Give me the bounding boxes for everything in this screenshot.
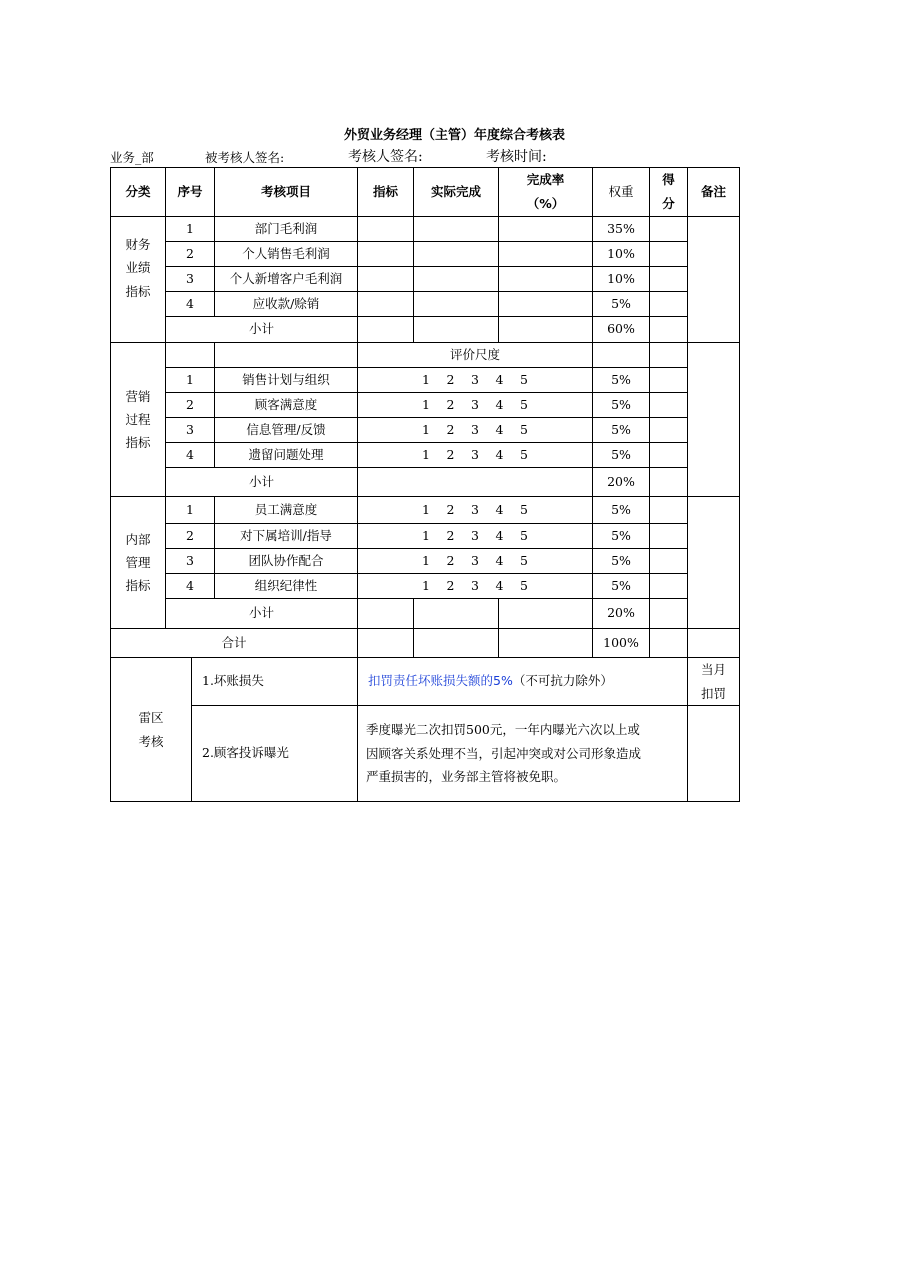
- table-row: [111, 418, 740, 443]
- minefield-row-2: [111, 706, 740, 802]
- rating-scale[interactable]: 1 2 3 4 5: [358, 418, 593, 443]
- rating-scale[interactable]: 1 2 3 4 5: [358, 443, 593, 468]
- row-seq: 1: [166, 217, 215, 242]
- target-cell[interactable]: [358, 267, 414, 292]
- table-row: [111, 267, 740, 292]
- row-seq: 3: [166, 267, 215, 292]
- row-seq: 3: [166, 549, 215, 574]
- score-cell[interactable]: [650, 524, 688, 549]
- table-row: [111, 242, 740, 267]
- row-seq: 1: [166, 368, 215, 393]
- subtotal-weight: 60%: [593, 317, 650, 343]
- internal-category: 内部 管理 指标: [111, 497, 166, 629]
- rate-cell[interactable]: [499, 292, 593, 317]
- subtotal-label: 小计: [166, 599, 358, 629]
- score-cell[interactable]: [650, 497, 688, 524]
- table-row: [111, 217, 740, 242]
- table-row: [111, 393, 740, 418]
- rate-cell[interactable]: [499, 217, 593, 242]
- rate-cell[interactable]: [499, 599, 593, 629]
- row-item: 应收款/赊销: [215, 292, 358, 317]
- row-item: 团队协作配合: [215, 549, 358, 574]
- bad-debt-rule: [358, 658, 688, 706]
- row-item: 个人新增客户毛利润: [215, 267, 358, 292]
- score-cell[interactable]: [650, 267, 688, 292]
- bad-debt-exception: （不可抗力除外）: [512, 673, 613, 689]
- header-item: 考核项目: [215, 168, 358, 217]
- header-actual: 实际完成: [414, 168, 499, 217]
- bad-debt-remark: 当月 扣罚: [688, 658, 740, 706]
- row-seq: 4: [166, 443, 215, 468]
- dept-label: 业务_部: [110, 150, 154, 165]
- actual-cell[interactable]: [414, 242, 499, 267]
- scale-header: 评价尺度: [358, 343, 593, 368]
- target-cell[interactable]: [358, 629, 414, 658]
- row-seq: 2: [166, 524, 215, 549]
- sales-remark[interactable]: [688, 343, 740, 497]
- target-cell[interactable]: [358, 217, 414, 242]
- row-weight: 5%: [593, 393, 650, 418]
- row-item: 员工满意度: [215, 497, 358, 524]
- empty-scale-cell: [358, 468, 593, 497]
- internal-remark[interactable]: [688, 497, 740, 629]
- table-row: [111, 368, 740, 393]
- score-cell[interactable]: [650, 468, 688, 497]
- row-seq: 1: [166, 497, 215, 524]
- total-remark[interactable]: [688, 629, 740, 658]
- finance-category: 财务 业绩 指标: [111, 217, 166, 343]
- score-cell[interactable]: [650, 343, 688, 368]
- rating-scale[interactable]: 1 2 3 4 5: [358, 497, 593, 524]
- row-weight: 10%: [593, 267, 650, 292]
- finance-remark[interactable]: [688, 217, 740, 343]
- target-cell[interactable]: [358, 242, 414, 267]
- score-cell[interactable]: [650, 443, 688, 468]
- score-cell[interactable]: [650, 317, 688, 343]
- score-cell[interactable]: [650, 418, 688, 443]
- total-row: [111, 629, 740, 658]
- complaint-remark[interactable]: [688, 706, 740, 802]
- header-weight: 权重: [593, 168, 650, 217]
- assessee-signature-label: 被考核人签名:: [205, 150, 285, 165]
- bad-debt-item: 1.坏账损失: [192, 658, 358, 706]
- actual-cell[interactable]: [414, 317, 499, 343]
- row-item: 个人销售毛利润: [215, 242, 358, 267]
- subtotal-label: 小计: [166, 468, 358, 497]
- row-item: 组织纪律性: [215, 574, 358, 599]
- row-item: 遗留问题处理: [215, 443, 358, 468]
- row-weight: 5%: [593, 368, 650, 393]
- total-weight: 100%: [593, 629, 650, 658]
- row-item: 部门毛利润: [215, 217, 358, 242]
- header-remark: 备注: [688, 168, 740, 217]
- header-row: [111, 168, 740, 217]
- row-weight: 5%: [593, 418, 650, 443]
- score-cell[interactable]: [650, 629, 688, 658]
- empty-seq-cell: [166, 343, 215, 368]
- actual-cell[interactable]: [414, 629, 499, 658]
- bad-debt-penalty: 扣罚责任坏账损失额的5%: [368, 673, 513, 689]
- subtotal-weight: 20%: [593, 468, 650, 497]
- header-rate: [499, 168, 593, 217]
- row-weight: 5%: [593, 524, 650, 549]
- row-weight: 35%: [593, 217, 650, 242]
- row-weight: 5%: [593, 443, 650, 468]
- score-cell[interactable]: [650, 242, 688, 267]
- target-cell[interactable]: [358, 599, 414, 629]
- rating-scale[interactable]: 1 2 3 4 5: [358, 393, 593, 418]
- rating-scale[interactable]: 1 2 3 4 5: [358, 524, 593, 549]
- score-cell[interactable]: [650, 368, 688, 393]
- total-label: 合计: [111, 629, 358, 658]
- table-row: [111, 292, 740, 317]
- row-item: 顾客满意度: [215, 393, 358, 418]
- table-row: [111, 574, 740, 599]
- actual-cell[interactable]: [414, 267, 499, 292]
- rating-scale[interactable]: 1 2 3 4 5: [358, 549, 593, 574]
- actual-cell[interactable]: [414, 217, 499, 242]
- score-cell[interactable]: [650, 393, 688, 418]
- row-item: 信息管理/反馈: [215, 418, 358, 443]
- score-cell[interactable]: [650, 574, 688, 599]
- target-cell[interactable]: [358, 292, 414, 317]
- header-score-line1: 得: [662, 172, 675, 188]
- header-rate-line1: 完成率: [526, 172, 565, 188]
- table-row: [111, 524, 740, 549]
- complaint-rule: 季度曝光二次扣罚500元，一年内曝光六次以上或 因顾客关系处理不当，引起冲突或对公司形象造成 严重损害的，业务部主管将被免职。: [358, 706, 688, 802]
- score-cell[interactable]: [650, 599, 688, 629]
- assessor-signature-label: 考核人签名:: [348, 149, 423, 165]
- scale-header-row: [111, 343, 740, 368]
- row-seq: 4: [166, 574, 215, 599]
- rating-scale[interactable]: 1 2 3 4 5: [358, 368, 593, 393]
- score-cell[interactable]: [650, 292, 688, 317]
- complaint-item: 2.顾客投诉曝光: [192, 706, 358, 802]
- subtotal-row: [111, 599, 740, 629]
- minefield-row-1: [111, 658, 740, 706]
- row-seq: 2: [166, 393, 215, 418]
- empty-weight-cell: [593, 343, 650, 368]
- subtotal-row: [111, 468, 740, 497]
- assessment-table: [110, 167, 740, 802]
- rate-cell[interactable]: [499, 267, 593, 292]
- actual-cell[interactable]: [414, 292, 499, 317]
- rate-cell[interactable]: [499, 242, 593, 267]
- header-score: [650, 168, 688, 217]
- score-cell[interactable]: [650, 549, 688, 574]
- row-weight: 10%: [593, 242, 650, 267]
- target-cell[interactable]: [358, 317, 414, 343]
- empty-item-cell: [215, 343, 358, 368]
- row-item: 销售计划与组织: [215, 368, 358, 393]
- row-weight: 5%: [593, 292, 650, 317]
- subtotal-weight: 20%: [593, 599, 650, 629]
- sales-category: 营销 过程 指标: [111, 343, 166, 497]
- minefield-category: 雷区 考核: [111, 658, 192, 802]
- header-category: 分类: [111, 168, 166, 217]
- header-score-line2: 分: [662, 196, 675, 211]
- row-seq: 3: [166, 418, 215, 443]
- table-row: [111, 549, 740, 574]
- table-row: [111, 497, 740, 524]
- row-seq: 2: [166, 242, 215, 267]
- header-target: 指标: [358, 168, 414, 217]
- header-rate-line2: （%）: [526, 196, 565, 211]
- subtotal-row: [111, 317, 740, 343]
- subtotal-label: 小计: [166, 317, 358, 343]
- score-cell[interactable]: [650, 217, 688, 242]
- header-seq: 序号: [166, 168, 215, 217]
- assessment-time-label: 考核时间:: [486, 149, 547, 165]
- rate-cell[interactable]: [499, 629, 593, 658]
- table-row: [111, 443, 740, 468]
- row-weight: 5%: [593, 574, 650, 599]
- page-title: 外贸业务经理（主管）年度综合考核表: [343, 128, 565, 143]
- row-weight: 5%: [593, 549, 650, 574]
- row-item: 对下属培训/指导: [215, 524, 358, 549]
- actual-cell[interactable]: [414, 599, 499, 629]
- rating-scale[interactable]: 1 2 3 4 5: [358, 574, 593, 599]
- row-seq: 4: [166, 292, 215, 317]
- rate-cell[interactable]: [499, 317, 593, 343]
- row-weight: 5%: [593, 497, 650, 524]
